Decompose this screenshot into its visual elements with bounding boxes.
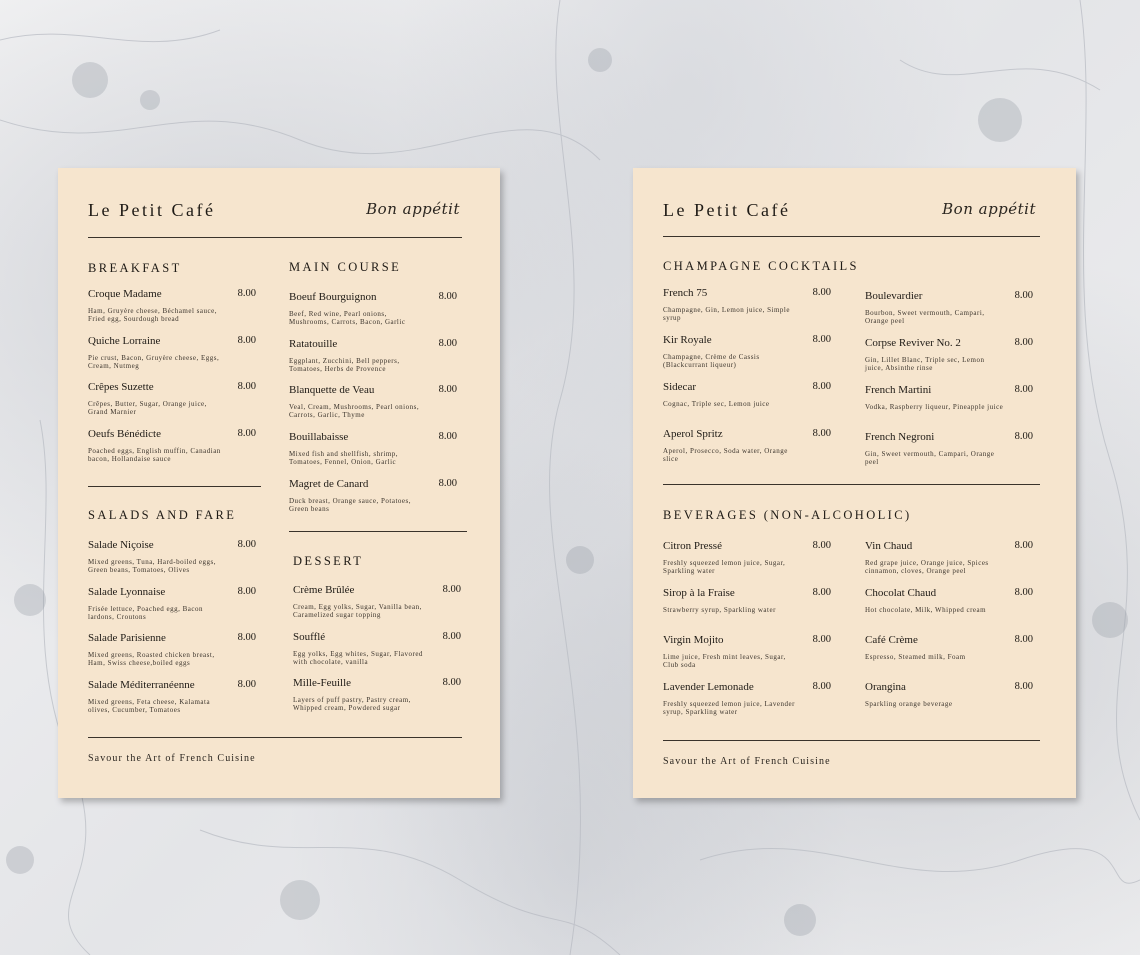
- menu-item: [293, 631, 461, 666]
- tagline: Bon appétit: [942, 200, 1036, 218]
- menu-item-description: Gin, Lillet Blanc, Triple sec, Lemon juice, Absinthe rinse: [865, 356, 985, 372]
- section-heading-dessert: DESSERT: [293, 554, 364, 568]
- menu-item: [289, 384, 457, 419]
- menu-item: [865, 384, 1033, 411]
- menu-item-name: Corpse Reviver No. 2: [865, 337, 961, 349]
- menu-item-description: Cream, Egg yolks, Sugar, Vanilla bean, Caramelized sugar topping: [293, 603, 422, 619]
- menu-item: [865, 290, 1033, 325]
- menu-item-price: 8.00: [812, 428, 831, 439]
- menu-item: [663, 334, 831, 369]
- menu-item: [293, 584, 461, 619]
- menu-item-description: Mixed greens, Roasted chicken breast, Ham, Swiss cheese,boiled eggs: [88, 651, 215, 668]
- cafe-title: Le Petit Café: [88, 200, 216, 220]
- menu-item-price: 8.00: [438, 384, 457, 396]
- section-heading-salads: SALADS AND FARE: [88, 508, 237, 522]
- menu-item-description: Sparkling orange beverage: [865, 700, 953, 708]
- menu-item: [88, 428, 256, 463]
- menu-item-name: Boeuf Bourguignon: [289, 291, 377, 303]
- divider: [663, 740, 1040, 741]
- menu-item-name: Café Crème: [865, 634, 918, 646]
- menu-item: [289, 478, 457, 513]
- menu-item-name: Salade Méditerranéenne: [88, 679, 195, 692]
- menu-item-description: Hot chocolate, Milk, Whipped cream: [865, 606, 987, 614]
- menu-item-price: 8.00: [442, 677, 461, 689]
- menu-item-description: Champagne, Gin, Lemon juice, Simple syrup: [663, 306, 790, 322]
- divider: [88, 737, 462, 738]
- menu-item-description: Beef, Red wine, Pearl onions, Mushrooms, Carrots, Bacon, Garlic: [289, 310, 406, 326]
- menu-item-price: 8.00: [237, 679, 256, 691]
- menu-item-description: Veal, Cream, Mushrooms, Pearl onions, Carrots, Garlic, Thyme: [289, 403, 420, 420]
- menu-item: [293, 677, 461, 712]
- menu-item-description: Mixed fish and shellfish, shrimp, Tomatoes, Fennel, Onion, Garlic: [289, 450, 399, 467]
- menu-item-price: 8.00: [1014, 540, 1033, 551]
- food-menu-card: [58, 168, 500, 798]
- menu-item-price: 8.00: [812, 540, 831, 551]
- menu-item-description: Aperol, Prosecco, Soda water, Orange slice: [663, 447, 788, 463]
- menu-item: [88, 632, 256, 667]
- menu-item: [663, 381, 831, 408]
- menu-item-price: 8.00: [1014, 384, 1033, 395]
- cafe-title: Le Petit Café: [663, 200, 791, 220]
- menu-item-description: Poached eggs, English muffin, Canadian bacon, Hollandaise sauce: [88, 447, 221, 464]
- menu-item-price: 8.00: [438, 291, 457, 302]
- menu-item-name: Sidecar: [663, 381, 696, 393]
- menu-item-price: 8.00: [812, 681, 831, 692]
- menu-item-description: Eggplant, Zucchini, Bell peppers, Tomatoes, Herbs de Provence: [289, 356, 400, 373]
- menu-item-name: Quiche Lorraine: [88, 334, 161, 347]
- menu-item-name: Ratatouille: [289, 337, 338, 350]
- menu-item-name: Vin Chaud: [865, 540, 913, 552]
- menu-item: [663, 681, 831, 716]
- menu-item: [88, 539, 256, 574]
- menu-item-description: Lime juice, Fresh mint leaves, Sugar, Club soda: [663, 653, 786, 669]
- menu-item-name: Aperol Spritz: [663, 428, 723, 440]
- menu-item-name: Mille-Feuille: [293, 677, 352, 690]
- section-heading-breakfast: BREAKFAST: [88, 261, 182, 275]
- menu-item-description: Freshly squeezed lemon juice, Lavender syrup, Sparkling water: [663, 700, 795, 716]
- menu-item-name: Soufflé: [293, 630, 326, 643]
- menu-item-price: 8.00: [237, 381, 256, 393]
- menu-item: [88, 586, 256, 621]
- menu-item-name: French Martini: [865, 384, 932, 396]
- menu-item-price: 8.00: [438, 337, 457, 349]
- menu-item: [88, 679, 256, 714]
- menu-item-name: French 75: [663, 287, 708, 299]
- menu-item-description: Crêpes, Butter, Sugar, Orange juice, Grand Marnier: [88, 400, 207, 417]
- menu-item-price: 8.00: [237, 632, 256, 644]
- menu-item: [865, 587, 1033, 614]
- menu-item-name: Crème Brûlée: [293, 584, 355, 596]
- menu-item-description: Cognac, Triple sec, Lemon juice: [663, 400, 770, 408]
- menu-item-name: Blanquette de Veau: [289, 384, 375, 397]
- menu-item-description: Egg yolks, Egg whites, Sugar, Flavored with chocolate, vanilla: [293, 649, 423, 666]
- menu-item-name: Virgin Mojito: [663, 634, 724, 646]
- menu-item-price: 8.00: [237, 428, 256, 440]
- divider: [663, 484, 1040, 485]
- menu-item-description: Espresso, Steamed milk, Foam: [865, 653, 966, 661]
- menu-item-price: 8.00: [1014, 431, 1033, 442]
- menu-item-name: Salade Niçoise: [88, 539, 154, 551]
- tagline: Bon appétit: [366, 200, 460, 218]
- menu-item-description: Ham, Gruyère cheese, Béchamel sauce, Fried egg, Sourdough bread: [88, 307, 217, 323]
- menu-item-description: Strawberry syrup, Sparkling water: [663, 606, 776, 614]
- menu-item: [865, 337, 1033, 372]
- menu-item: [663, 428, 831, 463]
- menu-item-description: Red grape juice, Orange juice, Spices cinnamon, cloves, Orange peel: [865, 559, 989, 575]
- section-heading-main-course: MAIN COURSE: [289, 260, 402, 274]
- menu-item-name: Oeufs Bénédicte: [88, 428, 161, 441]
- divider: [88, 237, 462, 238]
- divider: [88, 486, 261, 487]
- menu-item-price: 8.00: [442, 584, 461, 595]
- menu-item-description: Layers of puff pastry, Pastry cream, Whipped cream, Powdered sugar: [293, 696, 411, 713]
- menu-item-name: Salade Parisienne: [88, 632, 166, 645]
- menu-item-price: 8.00: [812, 287, 831, 298]
- menu-item-price: 8.00: [438, 431, 457, 443]
- menu-item-price: 8.00: [1014, 681, 1033, 692]
- menu-item-description: Freshly squeezed lemon juice, Sugar, Sparkling water: [663, 559, 786, 575]
- menu-item-name: Citron Pressé: [663, 540, 722, 552]
- menu-item: [865, 431, 1033, 466]
- menu-item-description: Gin, Sweet vermouth, Campari, Orange peel: [865, 450, 995, 466]
- menu-item-price: 8.00: [237, 539, 256, 550]
- menu-item-name: Chocolat Chaud: [865, 587, 937, 599]
- menu-item: [88, 335, 256, 370]
- section-heading-beverages: BEVERAGES (NON-ALCOHOLIC): [663, 508, 912, 522]
- menu-item-description: Mixed greens, Tuna, Hard-boiled eggs, Green beans, Tomatoes, Olives: [88, 558, 216, 574]
- footer-tagline: Savour the Art of French Cuisine: [88, 753, 256, 764]
- menu-item: [663, 634, 831, 669]
- menu-item: [289, 291, 457, 326]
- menu-item-description: Mixed greens, Feta cheese, Kalamata olives, Cucumber, Tomatoes: [88, 698, 211, 715]
- menu-item-price: 8.00: [812, 381, 831, 392]
- menu-item: [663, 587, 831, 614]
- menu-item-name: French Negroni: [865, 431, 935, 443]
- menu-item: [865, 681, 1033, 708]
- menu-item: [663, 540, 831, 575]
- menu-item-name: Orangina: [865, 681, 906, 693]
- menu-item: [88, 288, 256, 323]
- divider: [289, 531, 467, 532]
- menu-item-description: Duck breast, Orange sauce, Potatoes, Green beans: [289, 496, 411, 513]
- menu-item-description: Bourbon, Sweet vermouth, Campari, Orange peel: [865, 309, 985, 325]
- menu-item-price: 8.00: [812, 334, 831, 345]
- menu-item-price: 8.00: [438, 477, 457, 489]
- menu-item: [289, 431, 457, 466]
- menu-item-price: 8.00: [1014, 337, 1033, 348]
- menu-item-name: Crêpes Suzette: [88, 381, 154, 394]
- section-heading-champagne-cocktails: CHAMPAGNE COCKTAILS: [663, 259, 859, 273]
- menu-item-price: 8.00: [237, 288, 256, 299]
- menu-item-name: Bouillabaisse: [289, 431, 349, 444]
- footer-tagline: Savour the Art of French Cuisine: [663, 756, 831, 767]
- drinks-menu-card: [633, 168, 1076, 798]
- menu-item-description: Frisée lettuce, Poached egg, Bacon lardons, Croutons: [88, 604, 203, 621]
- menu-item-description: Champagne, Crème de Cassis (Blackcurrant liqueur): [663, 353, 760, 369]
- divider: [663, 236, 1040, 237]
- menu-item: [865, 540, 1033, 575]
- menu-item-name: Lavender Lemonade: [663, 681, 754, 693]
- menu-item: [289, 338, 457, 373]
- menu-item-name: Kir Royale: [663, 334, 712, 346]
- menu-item: [88, 381, 256, 416]
- menu-item-name: Salade Lyonnaise: [88, 585, 166, 598]
- menu-item-name: Croque Madame: [88, 288, 162, 300]
- menu-item-price: 8.00: [1014, 634, 1033, 645]
- menu-item-name: Magret de Canard: [289, 477, 369, 490]
- menu-item-price: 8.00: [442, 630, 461, 642]
- menu-item-description: Pie crust, Bacon, Gruyère cheese, Eggs, Cream, Nutmeg: [88, 353, 220, 370]
- menu-item-name: Sirop à la Fraise: [663, 587, 735, 599]
- menu-item-price: 8.00: [237, 334, 256, 346]
- menu-item-price: 8.00: [237, 585, 256, 597]
- menu-item-price: 8.00: [812, 634, 831, 645]
- menu-item-price: 8.00: [812, 587, 831, 598]
- menu-item-description: Vodka, Raspberry liqueur, Pineapple juice: [865, 403, 1004, 411]
- menu-item-name: Boulevardier: [865, 290, 923, 302]
- menu-item: [663, 287, 831, 322]
- menu-item: [865, 634, 1033, 661]
- menu-item-price: 8.00: [1014, 290, 1033, 301]
- menu-item-price: 8.00: [1014, 587, 1033, 598]
